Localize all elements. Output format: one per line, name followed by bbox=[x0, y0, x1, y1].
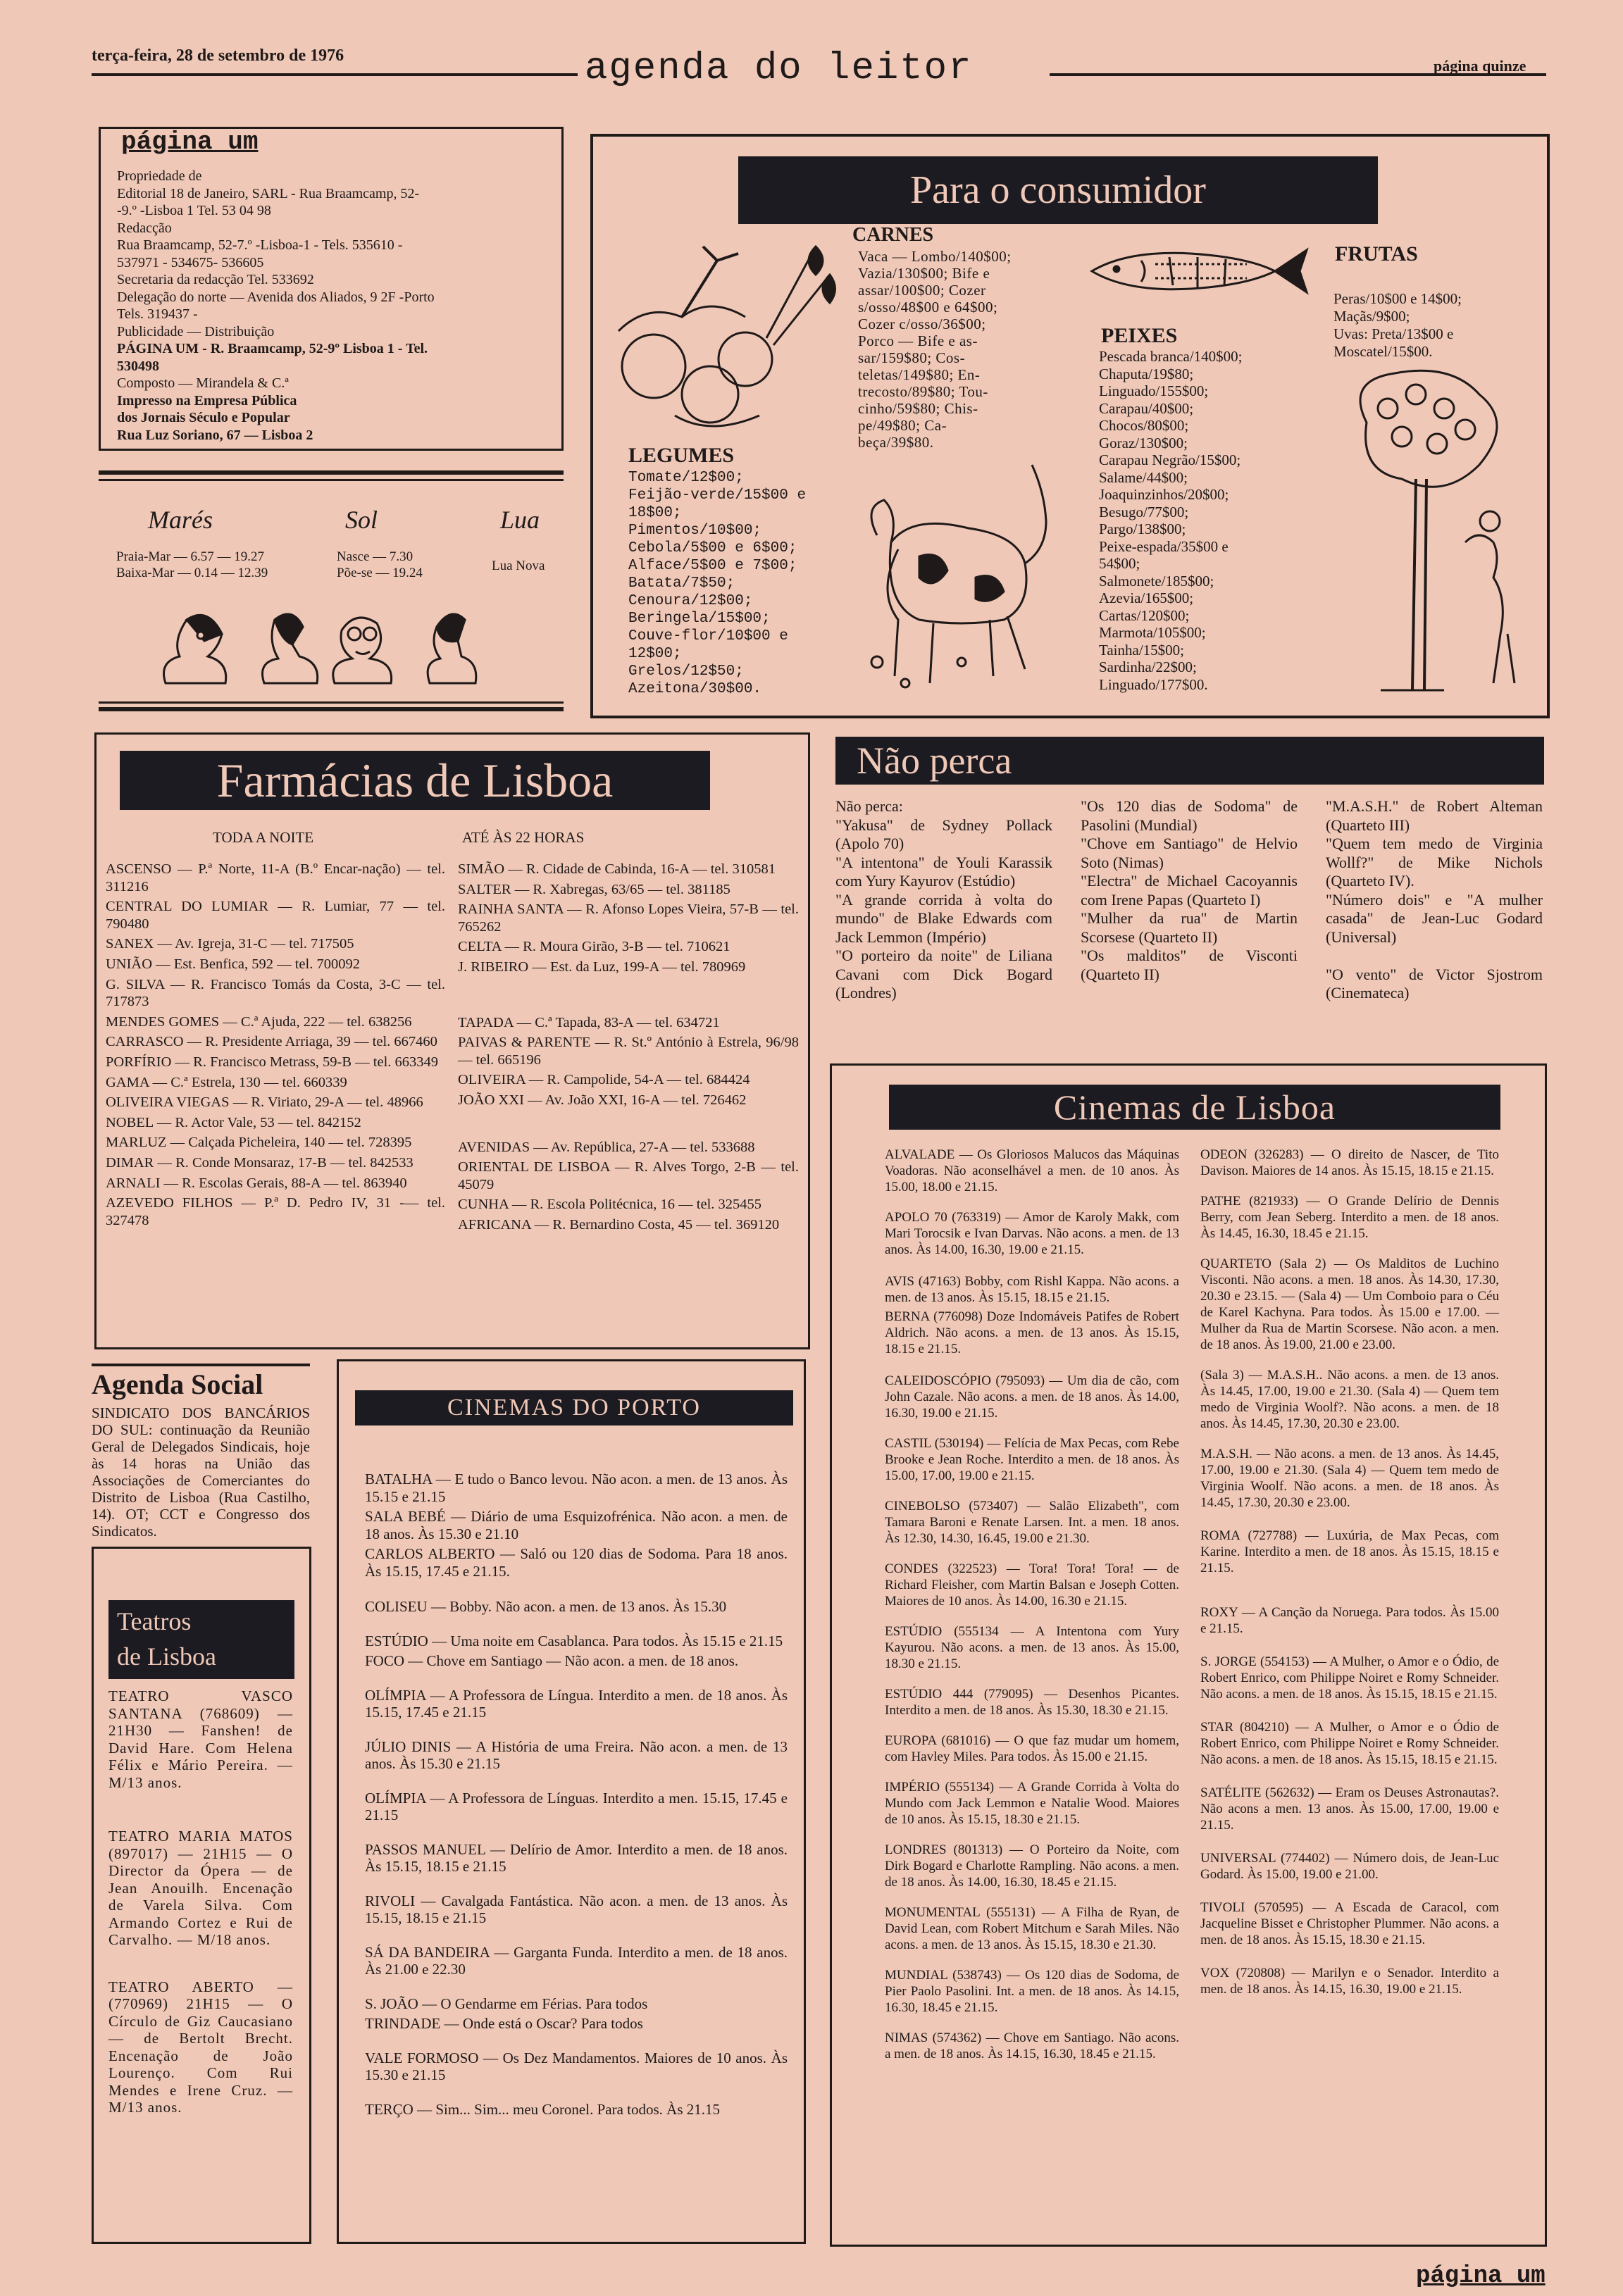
masthead-line: 530498 bbox=[117, 358, 159, 374]
peixes-line: Salame/44$00; bbox=[1099, 468, 1188, 486]
peixes-line: Carapau Negrão/15$00; bbox=[1099, 451, 1241, 468]
legumes-line: 12$00; bbox=[628, 646, 682, 662]
cinema-entry: TIVOLI (570595) — A Escada de Caracol, com Jacqueline Bisset e Christopher Plummer. Não acons. a men. de 18 anos. Às 15.15, 18.30 e 21.15. bbox=[1200, 1900, 1499, 1947]
porto-entry: S. JOÃO — O Gendarme em Férias. Para todos bbox=[365, 1995, 648, 2012]
masthead-line: PÁGINA UM - R. Braamcamp, 52-9º Lisboa 1 - Tel. bbox=[117, 341, 428, 356]
header-rule-left bbox=[92, 73, 578, 76]
peixes-line: Carapau/40$00; bbox=[1099, 399, 1194, 417]
farmacia-entry: OLIVEIRA VIEGAS — R. Viriato, 29-A — tel. 48966 bbox=[106, 1094, 423, 1111]
legumes-line: Couve-flor/10$00 e bbox=[628, 628, 788, 644]
porto-entry: OLÍMPIA — A Professora de Língua. Interdito a men. de 18 anos. Às 15.15, 17.45 e 21.15 bbox=[365, 1686, 788, 1721]
header-title: agenda do leitor bbox=[585, 47, 973, 90]
sol-line: Põe-se — 19.24 bbox=[337, 566, 423, 580]
nao-perca-col1: Não perca: "Yakusa" de Sydney Pollack (Apolo 70) "A intentona" de Youli Karassik com Yury Kayurov (Estúdio) "A grande corrida à volta do mundo" de Blake Edwards com Jack Lemmon (Império) "O porteiro da noite" de Liliana Cavani com Dick Bogard (Londres) bbox=[835, 797, 1052, 1002]
farmacia-entry: PAIVAS & PARENTE — R. St.º António à Estrela, 96/98 — tel. 665196 bbox=[458, 1035, 799, 1068]
legumes-line: Tomate/12$00; bbox=[628, 470, 744, 486]
cinema-entry: BERNA (776098) Doze Indomáveis Patifes de Robert Aldrich. Não acons. a men. de 13 anos. Às 15.15, 18.15 e 21.15. bbox=[885, 1309, 1179, 1356]
masthead-text bbox=[117, 168, 540, 444]
carnes-line: trecosto/89$80; Tou- bbox=[858, 383, 988, 400]
tides-rule-top2 bbox=[99, 479, 564, 481]
porto-entry: JÚLIO DINIS — A História de uma Freira. Não acon. a men. de 13 anos. Às 15.30 e 21.15 bbox=[365, 1737, 788, 1772]
farmacias-col1-head: TODA A NOITE bbox=[213, 829, 314, 846]
header-date: terça-feira, 28 de setembro de 1976 bbox=[92, 46, 344, 65]
legumes-line: Batata/7$50; bbox=[628, 575, 735, 592]
farmacia-entry: GAMA — C.ª Estrela, 130 — tel. 660339 bbox=[106, 1074, 347, 1090]
carnes-line: Vaca — Lombo/140$00; bbox=[858, 248, 1012, 265]
peixes-line: Chocos/80$00; bbox=[1099, 417, 1189, 434]
masthead-line: Tels. 319437 - bbox=[117, 306, 198, 322]
cinema-entry: IMPÉRIO (555134) — A Grande Corrida à Volta do Mundo com Jack Lemmon e Natalie Wood. Maiores de 10 anos. Às 15.15, 18.30 e 21.15. bbox=[885, 1780, 1179, 1827]
peixes-line: Peixe-espada/35$00 e bbox=[1099, 537, 1229, 555]
cinema-entry: ESTÚDIO (555134 — A Intentona com Yury Kayurou. Não acons. a men. de 13 anos. Às 15.00, 18.30 e 21.15. bbox=[885, 1624, 1179, 1671]
peixes-line: Joaquinzinhos/20$00; bbox=[1099, 486, 1229, 503]
cinema-entry: ROXY — A Canção da Noruega. Para todos. Às 15.00 e 21.15. bbox=[1200, 1605, 1499, 1636]
frutas-line: Moscatel/15$00. bbox=[1333, 343, 1433, 360]
legumes-list bbox=[628, 469, 840, 698]
cinema-entry: ESTÚDIO 444 (779095) — Desenhos Picantes. Interdito a men. de 18 anos. Às 15.30, 18.30 e 21.15. bbox=[885, 1687, 1179, 1718]
frutas-title: FRUTAS bbox=[1335, 242, 1418, 266]
legumes-line: Feijão-verde/15$00 e bbox=[628, 487, 807, 504]
vegetables-illustration bbox=[604, 232, 844, 444]
legumes-title: LEGUMES bbox=[628, 444, 735, 467]
tides-rule-bottom bbox=[99, 701, 564, 704]
sol-line: Nasce — 7.30 bbox=[337, 549, 413, 564]
porto-entry: SALA BEBÉ — Diário de uma Esquizofrénica. Não acon. a men. de 18 anos. Às 15.30 e 21.10 bbox=[365, 1508, 788, 1542]
masthead-line: Delegação do norte — Avenida dos Aliados, 9 2F -Porto bbox=[117, 289, 435, 305]
nao-perca-col3: "M.A.S.H." de Robert Alteman (Quarteto III) "Quem tem medo de Virginia Wollf?" de Mike Nichols (Quarteto IV). "Número dois" e "A mulher casada" de Jean-Luc Godard (Universal) "O vento" de Victor Sjostrom (Cinemateca) bbox=[1326, 797, 1543, 1002]
farmacia-entry: SIMÃO — R. Cidade de Cabinda, 16-A — tel. 310581 bbox=[458, 861, 776, 877]
nao-perca-title: Não perca bbox=[835, 737, 1544, 785]
porto-list bbox=[365, 1471, 788, 2121]
masthead-line: Composto — Mirandela & C.ª bbox=[117, 375, 289, 391]
peixes-line: Tainha/15$00; bbox=[1099, 641, 1185, 659]
farmacias-col2 bbox=[458, 861, 799, 1237]
farmacia-entry: MARLUZ — Calçada Picheleira, 140 — tel. 728395 bbox=[106, 1135, 412, 1151]
porto-entry: VALE FORMOSO — Os Dez Mandamentos. Maiores de 10 anos. Às 15.30 e 21.15 bbox=[365, 2049, 788, 2083]
carnes-line: assar/100$00; Cozer bbox=[858, 282, 986, 299]
cinema-entry: STAR (804210) — A Mulher, o Amor e o Ódio de Robert Enrico, com Philippe Noiret e Romy Schneider. Não acons. a men. de 18 anos. Às 15.15, 18.15 e 21.15. bbox=[1200, 1720, 1499, 1767]
farmacia-entry: MENDES GOMES — C.ª Ajuda, 222 — tel. 638256 bbox=[106, 1013, 412, 1030]
cinema-entry: EUROPA (681016) — O que faz mudar um homem, com Havley Miles. Para todos. Às 15.00 e 21.15. bbox=[885, 1733, 1179, 1764]
teatros-list bbox=[108, 1687, 293, 2119]
carnes-line: beça/39$80. bbox=[858, 434, 934, 451]
farmacias-title: Farmácias de Lisboa bbox=[120, 751, 710, 810]
cinema-entry: MONUMENTAL (555131) — A Filha de Ryan, de David Lean, com Robert Mitchum e Sarah Miles. Não acons. a men. de 13 anos. Às 15.15, 18.30 e 21.30. bbox=[885, 1905, 1179, 1952]
peixes-title: PEIXES bbox=[1101, 324, 1178, 347]
masthead-line: Impresso na Empresa Pública bbox=[117, 392, 297, 408]
teatro-entry: TEATRO ABERTO — (770969) 21H15 — O Círculo de Giz Caucasiano — de Bertolt Brecht. Encenação de João Lourenço. Com Rui Mendes e Irene Cruz. — M/13 anos. bbox=[108, 1978, 293, 2116]
cinema-entry: APOLO 70 (763319) — Amor de Karoly Makk, com Mari Torocsik e Ivan Darvas. Não acons. a men. de 13 anos. Às 14.00, 16.30, 19.00 e 21.15. bbox=[885, 1210, 1179, 1257]
cinema-entry: ROMA (727788) — Luxúria, de Max Pecas, com Karine. Interdito a men. de 18 anos. Às 15.15, 18.15 e 21.15. bbox=[1200, 1528, 1499, 1576]
cinema-entry: UNIVERSAL (774402) — Número dois, de Jean-Luc Godard. Às 15.00, 19.00 e 21.00. bbox=[1200, 1851, 1499, 1882]
carnes-list bbox=[858, 248, 1041, 451]
peixes-line: Cartas/120$00; bbox=[1099, 606, 1190, 624]
carnes-line: Vazia/130$00; Bife e bbox=[858, 265, 990, 282]
legumes-line: Cebola/5$00 e 6$00; bbox=[628, 540, 797, 556]
farmacias-col2-head: ATÉ ÀS 22 HORAS bbox=[462, 829, 585, 846]
legumes-line: Beringela/15$00; bbox=[628, 611, 771, 627]
teatro-entry: TEATRO VASCO SANTANA (768609) — 21H30 — Fanshen! de David Hare. Com Helena Félix e Mário Pereira. — M/13 anos. bbox=[108, 1687, 293, 1791]
peixes-line: Chaputa/19$80; bbox=[1099, 365, 1194, 382]
cinema-entry: VOX (720808) — Marilyn e o Senador. Interdito a men. de 18 anos. Às 14.15, 16.30, 19.00 e 21.15. bbox=[1200, 1966, 1499, 1997]
fruit-tree-illustration bbox=[1338, 366, 1543, 704]
carnes-line: cinho/59$80; Chis- bbox=[858, 400, 978, 417]
teatro-entry: TEATRO MARIA MATOS (897017) — 21H15 — O Director da Ópera — de Jean Anouilh. Encenação de Varela Silva. Com Armando Cortez e Rui de Carvalho. — M/18 anos. bbox=[108, 1828, 293, 1948]
peixes-line: 54$00; bbox=[1099, 555, 1140, 572]
farmacia-entry: AVENIDAS — Av. República, 27-A — tel. 533688 bbox=[458, 1139, 755, 1155]
cinema-entry: PATHE (821933) — O Grande Delírio de Dennis Berry, com Jean Seberg. Interdito a men. de 18 anos. Às 14.45, 16.30, 18.45 e 21.15. bbox=[1200, 1194, 1499, 1241]
peixes-line: Azevia/165$00; bbox=[1099, 589, 1194, 606]
cinema-entry: LONDRES (801313) — O Porteiro da Noite, com Dirk Bogard e Charlotte Rampling. Não acons. a men. de 18 anos. Às 14.00, 16.30, 18.45 e 21.15. bbox=[885, 1842, 1179, 1890]
carnes-title: CARNES bbox=[852, 224, 934, 246]
legumes-line: 18$00; bbox=[628, 505, 682, 521]
cinemas-lisboa-col1 bbox=[885, 1147, 1179, 2065]
farmacia-entry: SANEX — Av. Igreja, 31-C — tel. 717505 bbox=[106, 936, 354, 952]
masthead-line: Secretaria da redacção Tel. 533692 bbox=[117, 272, 314, 287]
farmacia-entry: ARNALI — R. Escolas Gerais, 88-A — tel. 863940 bbox=[106, 1175, 407, 1191]
consumidor-title: Para o consumidor bbox=[738, 156, 1378, 224]
farmacia-entry: DIMAR — R. Conde Monsaraz, 17-B — tel. 842533 bbox=[106, 1154, 413, 1171]
porto-entry: PASSOS MANUEL — Delírio de Amor. Interdito a men. de 18 anos. Às 15.15, 18.15 e 21.15 bbox=[365, 1840, 788, 1875]
peixes-line: Linguado/155$00; bbox=[1099, 382, 1209, 399]
farmacia-entry: AZEVEDO FILHOS — P.ª D. Pedro IV, 31 -— tel. 327478 bbox=[106, 1195, 445, 1228]
porto-entry: BATALHA — E tudo o Banco levou. Não acon. a men. de 13 anos. Às 15.15 e 21.15 bbox=[365, 1471, 788, 1505]
cinema-entry: ODEON (326283) — O direito de Nascer, de Tito Davison. Maiores de 14 anos. Às 15.15, 18.15 e 21.15. bbox=[1200, 1147, 1499, 1178]
lua-title: Lua bbox=[500, 506, 540, 534]
legumes-line: Cenoura/12$00; bbox=[628, 593, 753, 609]
masthead-line: Propriedade de bbox=[117, 168, 202, 184]
farmacia-entry: CELTA — R. Moura Girão, 3-B — tel. 710621 bbox=[458, 939, 730, 955]
peixes-list bbox=[1099, 348, 1303, 693]
frutas-line: Uvas: Preta/13$00 e bbox=[1333, 325, 1454, 342]
farmacia-entry: G. SILVA — R. Francisco Tomás da Costa, 3-C — tel. 717873 bbox=[106, 976, 445, 1010]
frutas-line: Peras/10$00 e 14$00; bbox=[1333, 290, 1462, 307]
farmacia-entry: ASCENSO — P.ª Norte, 11-A (B.º Encar-nação) — tel. 311216 bbox=[106, 861, 445, 894]
cinema-entry: AVIS (47163) Bobby, com Rishl Kappa. Não acons. a men. de 13 anos. Às 15.15, 18.15 e 21.15. bbox=[885, 1274, 1179, 1305]
porto-entry: FOCO — Chove em Santiago — Não acon. a men. de 18 anos. bbox=[365, 1652, 739, 1669]
cinema-entry: M.A.S.H. — Não acons. a men. de 13 anos. Às 14.45, 17.00, 19.00 e 21.30. (Sala 4) — Quem tem medo de Virginia Woolf. Não acons. a men. de 18 anos. Às 14.45, 17.30, 20.30 e 23.00. bbox=[1200, 1447, 1499, 1510]
mares-title: Marés bbox=[148, 506, 213, 534]
farmacia-entry: PORFÍRIO — R. Francisco Metrass, 59-B — tel. 663349 bbox=[106, 1054, 439, 1070]
cinemas-lisboa-title: Cinemas de Lisboa bbox=[889, 1085, 1500, 1130]
nao-perca-col2: "Os 120 dias de Sodoma" de Pasolini (Mundial) "Chove em Santiago" de Helvio Soto (Nimas) "Electra" de Michael Cacoyannis com Irene Papas (Quarteto I) "Mulher da rua" de Martin Scorsese (Quarteto II) "Os malditos" de Visconti (Quarteto II) bbox=[1081, 797, 1298, 983]
legumes-line: Pimentos/10$00; bbox=[628, 523, 762, 539]
fish-illustration bbox=[1085, 239, 1310, 303]
porto-entry: RIVOLI — Cavalgada Fantástica. Não acon. a men. de 13 anos. Às 15.15, 18.15 e 21.15 bbox=[365, 1892, 788, 1926]
agenda-social-title: Agenda Social bbox=[92, 1368, 263, 1400]
carnes-line: Cozer c/osso/36$00; bbox=[858, 316, 986, 332]
carnes-line: s/osso/48$00 e 64$00; bbox=[858, 299, 998, 316]
tides-rule-top bbox=[99, 470, 564, 475]
cinema-entry: CASTIL (530194) — Felícia de Max Pecas, com Rebe Brooke e Jean Roche. Interdito a men. de 18 anos. Às 15.00, 17.00, 19.00 e 21.15. bbox=[885, 1436, 1179, 1483]
farmacia-entry: CENTRAL DO LUMIAR — R. Lumiar, 77 — tel. 790480 bbox=[106, 899, 445, 932]
cinema-entry: SATÉLITE (562632) — Eram os Deuses Astronautas?. Não acons a men. 13 anos. Às 15.00, 17.00, 19.00 e 21.15. bbox=[1200, 1785, 1499, 1833]
cinema-entry: CONDES (322523) — Tora! Tora! Tora! — de Richard Fleisher, com Martin Balsan e Joseph Cotten. Maiores de 10 anos. Às 14.00, 16.30 e 21.15. bbox=[885, 1561, 1179, 1609]
legumes-line: Alface/5$00 e 7$00; bbox=[628, 558, 797, 574]
farmacia-entry: TAPADA — C.ª Tapada, 83-A — tel. 634721 bbox=[458, 1014, 720, 1030]
agenda-social-text: SINDICATO DOS BANCÁRIOS DO SUL: continuação da Reunião Geral de Delegados Sindicais, hoje às 14 horas na União das Associações de Comerciantes do Distrito de Lisboa (Rua Castilho, 14). OT; CCT e Congresso dos Sindicatos. bbox=[92, 1404, 310, 1540]
mares-line: Baixa-Mar — 0.14 — 12.39 bbox=[116, 566, 268, 580]
masthead-logo: página um bbox=[121, 127, 259, 156]
cinema-entry: MUNDIAL (538743) — Os 120 dias de Sodoma, de Pier Paolo Pasolini. Int. a men. de 18 anos. Às 14.15, 16.30, 18.45 e 21.15. bbox=[885, 1968, 1179, 2015]
peixes-line: Marmota/105$00; bbox=[1099, 624, 1206, 641]
porto-entry: OLÍMPIA — A Professora de Línguas. Interdito a men. 15.15, 17.45 e 21.15 bbox=[365, 1789, 788, 1823]
farmacia-entry: ORIENTAL DE LISBOA — R. Alves Torgo, 2-B — tel. 45079 bbox=[458, 1159, 799, 1192]
header-page: página quinze bbox=[1434, 57, 1526, 75]
cinema-entry: S. JORGE (554153) — A Mulher, o Amor e o Ódio, de Robert Enrico, com Philippe Noiret e Romy Schneider. Não acons. a men. de 18 anos. Às 15.15, 18.15 e 21.15. bbox=[1200, 1654, 1499, 1702]
peixes-line: Pescada branca/140$00; bbox=[1099, 348, 1243, 365]
teatros-title-2: de Lisboa bbox=[117, 1642, 216, 1671]
farmacia-entry: CUNHA — R. Escola Politécnica, 16 — tel. 325455 bbox=[458, 1197, 762, 1213]
porto-entry: COLISEU — Bobby. Não acon. a men. de 13 anos. Às 15.30 bbox=[365, 1598, 727, 1615]
farmacia-entry: RAINHA SANTA — R. Afonso Lopes Vieira, 57-B — tel. 765262 bbox=[458, 901, 799, 935]
farmacia-entry: OLIVEIRA — R. Campolide, 54-A — tel. 684424 bbox=[458, 1072, 750, 1088]
peixes-line: Pargo/138$00; bbox=[1099, 520, 1186, 537]
porto-entry: CARLOS ALBERTO — Saló ou 120 dias de Sodoma. Para 18 anos. Às 15.15, 17.45 e 21.15. bbox=[365, 1545, 788, 1580]
farmacia-entry: UNIÃO — Est. Benfica, 592 — tel. 700092 bbox=[106, 956, 360, 972]
peixes-line: Linguado/177$00. bbox=[1099, 675, 1208, 693]
masthead-line: Redacção bbox=[117, 220, 172, 236]
cinema-entry: CALEIDOSCÓPIO (795093) — Um dia de cão, com John Cazale. Não acons. a men. de 18 anos. Às 14.00, 16.30, 19.00 e 21.15. bbox=[885, 1373, 1179, 1421]
masthead-line: Rua Luz Soriano, 67 — Lisboa 2 bbox=[117, 427, 313, 443]
masthead-line: Rua Braamcamp, 52-7.º -Lisboa-1 - Tels. 535610 - bbox=[117, 237, 403, 253]
farmacia-entry: J. RIBEIRO — Est. da Luz, 199-A — tel. 780969 bbox=[458, 959, 746, 975]
frutas-list bbox=[1333, 290, 1531, 361]
carnes-line: pe/49$80; Ca- bbox=[858, 417, 947, 434]
porto-entry: ESTÚDIO — Uma noite em Casablanca. Para todos. Às 15.15 e 21.15 bbox=[365, 1632, 783, 1649]
porto-entry: SÁ DA BANDEIRA — Garganta Funda. Interdito a men. de 18 anos. Às 21.00 e 22.30 bbox=[365, 1943, 788, 1978]
teatros-title-1: Teatros bbox=[117, 1607, 192, 1635]
carnes-line: Porco — Bife e as- bbox=[858, 332, 978, 349]
peixes-line: Sardinha/22$00; bbox=[1099, 659, 1197, 675]
farmacia-entry: AFRICANA — R. Bernardino Costa, 45 — tel. 369120 bbox=[458, 1216, 780, 1233]
masthead-line: Editorial 18 de Janeiro, SARL - Rua Braamcamp, 52- bbox=[117, 185, 420, 201]
sol-title: Sol bbox=[345, 506, 378, 534]
cinema-entry: NIMAS (574362) — Chove em Santiago. Não acons. a men. de 18 anos. Às 14.15, 16.30, 18.45 e 21.15. bbox=[885, 2030, 1179, 2061]
mares-line: Praia-Mar — 6.57 — 19.27 bbox=[116, 549, 265, 564]
peixes-line: Salmonete/185$00; bbox=[1099, 572, 1214, 589]
cinema-entry: QUARTETO (Sala 2) — Os Malditos de Luchino Visconti. Não acons. a men. 18 anos. Às 14.30, 17.30, 20.30 e 23.15. — (Sala 4) — Um Comboio para o Céu de Karel Kachyna. Para todos. Às 15.00 e 17.00. — Mulher da Rua de Martin Scorsese. Não acon. a men. de 18 anos. Às 19.00, 21.00 e 23.00. bbox=[1200, 1256, 1499, 1352]
farmacias-col1 bbox=[106, 861, 445, 1232]
tide-faces-illustration bbox=[151, 592, 490, 690]
lua-text: Lua Nova bbox=[492, 559, 545, 573]
legumes-line: Azeitona/30$00. bbox=[628, 681, 762, 697]
cinema-entry: ALVALADE — Os Gloriosos Malucos das Máquinas Voadoras. Não aconselhável a men. de 10 anos. Às 15.00, 18.00 e 21.15. bbox=[885, 1147, 1179, 1194]
carnes-line: sar/159$80; Cos- bbox=[858, 349, 966, 366]
legumes-line: Grelos/12$50; bbox=[628, 663, 744, 680]
masthead-line: -9.º -Lisboa 1 Tel. 53 04 98 bbox=[117, 203, 271, 218]
farmacia-entry: CARRASCO — R. Presidente Arriaga, 39 — tel. 667460 bbox=[106, 1034, 437, 1050]
cinema-entry: CINEBOLSO (573407) — Salão Elizabeth", com Tamara Baroni e Renate Larsen. Int. a men. 18 anos. Às 12.30, 14.30, 16.45, 19.00 e 21.30. bbox=[885, 1499, 1179, 1546]
farmacia-entry bbox=[458, 979, 799, 1011]
farmacia-entry: SALTER — R. Xabregas, 63/65 — tel. 381185 bbox=[458, 881, 730, 897]
farmacia-entry: NOBEL — R. Actor Vale, 53 — tel. 842152 bbox=[106, 1114, 361, 1130]
porto-entry: TRINDADE — Onde está o Oscar? Para todos bbox=[365, 2015, 643, 2032]
masthead-line: Publicidade — Distribuição bbox=[117, 323, 275, 339]
footer-logo: página um bbox=[1416, 2263, 1546, 2290]
porto-title: CINEMAS DO PORTO bbox=[355, 1390, 793, 1425]
farmacia-entry: JOÃO XXI — Av. João XXI, 16-A — tel. 726462 bbox=[458, 1092, 747, 1108]
masthead-line: 537971 - 534675- 536605 bbox=[117, 254, 264, 270]
cow-illustration bbox=[856, 451, 1067, 697]
tides-rule-bottom2 bbox=[99, 707, 564, 711]
frutas-line: Maçãs/9$00; bbox=[1333, 308, 1410, 325]
masthead-line: dos Jornais Século e Popular bbox=[117, 410, 290, 425]
peixes-line: Besugo/77$00; bbox=[1099, 503, 1189, 520]
carnes-line: teletas/149$80; En- bbox=[858, 366, 981, 383]
cinema-entry: (Sala 3) — M.A.S.H.. Não acons. a men. de 13 anos. Às 14.45, 17.00, 19.00 e 21.30. (Sala 4) — Quem tem medo de Virginia Woolf?. Não acons. a men. de 18 anos. Às 14.45, 17.30, 20.30 e 23.00. bbox=[1200, 1368, 1499, 1431]
cinemas-lisboa-col2 bbox=[1200, 1147, 1499, 2000]
porto-entry: TERÇO — Sim... Sim... meu Coronel. Para todos. Às 21.15 bbox=[365, 2100, 720, 2118]
peixes-line: Goraz/130$00; bbox=[1099, 434, 1188, 451]
farmacia-entry bbox=[458, 1112, 799, 1136]
agenda-social-rule bbox=[92, 1364, 310, 1366]
